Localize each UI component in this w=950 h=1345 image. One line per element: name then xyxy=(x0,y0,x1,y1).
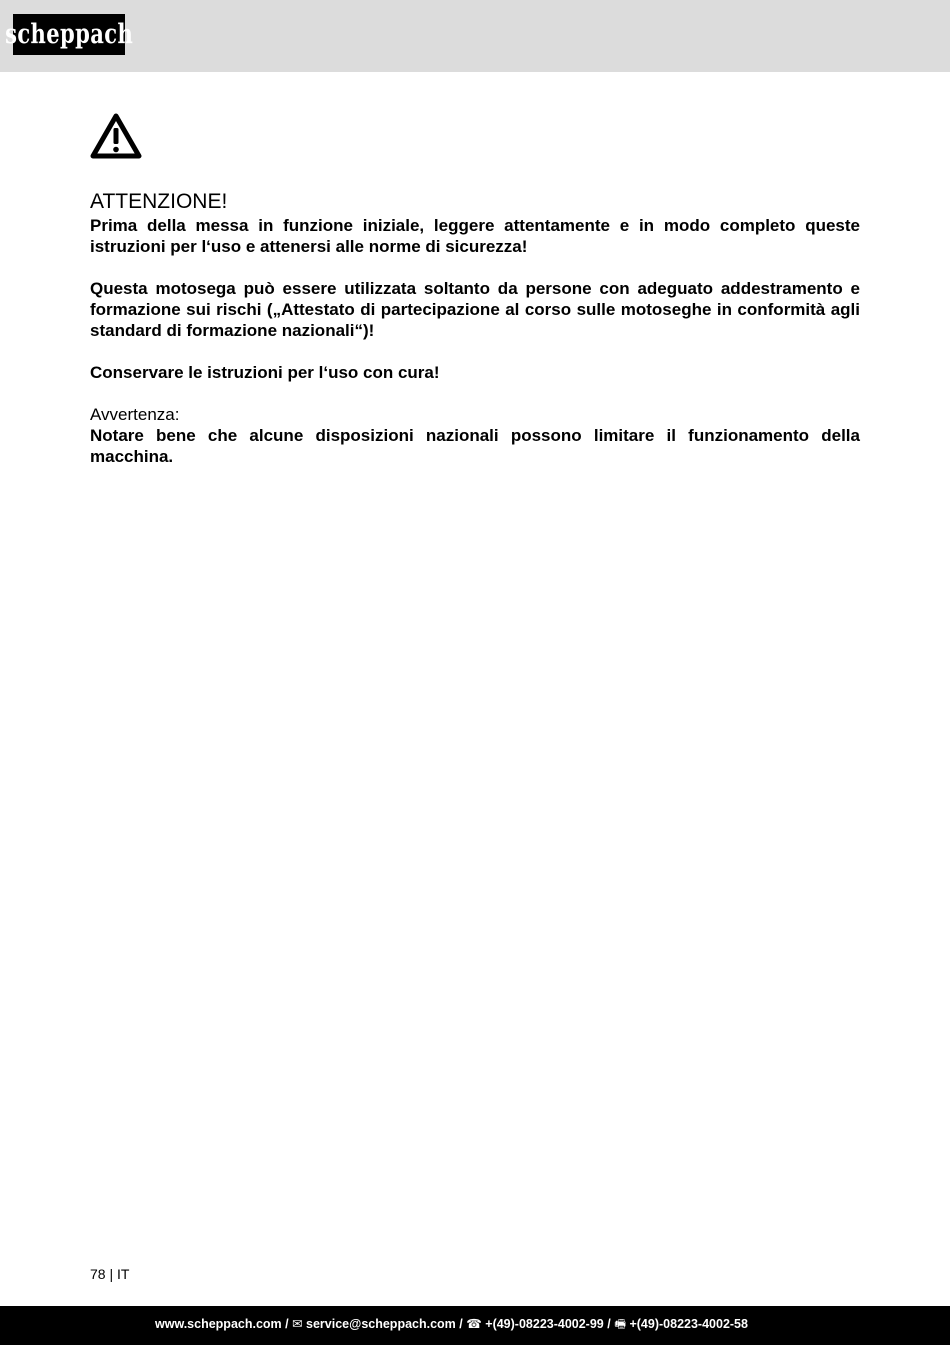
footer-contact: www.scheppach.com / ✉ service@scheppach.com / ☎ +(49)-08223-4002-99 / 🖷 +(49)-08223-4002-58 xyxy=(155,1317,748,1331)
footer-website-link[interactable]: www.scheppach.com xyxy=(155,1317,282,1331)
page-title: ATTENZIONE! xyxy=(90,190,228,213)
note-label: Avvertenza: xyxy=(90,405,180,424)
mail-icon: ✉ xyxy=(292,1317,307,1331)
footer-bar xyxy=(0,1306,950,1345)
phone-icon: ☎ xyxy=(466,1317,486,1331)
logo-text: scheppach xyxy=(4,19,134,50)
qualification-paragraph: Questa motosega può essere utilizzata soltanto da persone con adeguato addestramento e formazione sui rischi („Attestato di partecipazione al corso sulle motoseghe in conformità agli standard di formazione nazionali“)! xyxy=(90,279,860,340)
header-band xyxy=(0,0,950,72)
intro-paragraph: Prima della messa in funzione iniziale, leggere attentamente e in modo completo queste istruzioni per l‘uso e attenersi alle norme di sicurezza! xyxy=(90,216,860,256)
brand-logo xyxy=(4,14,134,55)
page-language: IT xyxy=(117,1266,130,1282)
footer-fax: +(49)-08223-4002-58 xyxy=(629,1317,748,1331)
main-content xyxy=(90,189,860,467)
warning-triangle-icon xyxy=(89,111,143,161)
page-number: 78 xyxy=(90,1266,106,1282)
keep-instructions-paragraph: Conservare le istruzioni per l‘uso con cura! xyxy=(90,363,440,382)
note-paragraph: Notare bene che alcune disposizioni nazionali possono limitare il funzionamento della macchina. xyxy=(90,426,860,466)
page-separator: | xyxy=(109,1266,114,1282)
footer-email-link[interactable]: service@scheppach.com xyxy=(306,1317,456,1331)
fax-icon: 🖷 xyxy=(614,1317,630,1331)
footer-phone: +(49)-08223-4002-99 xyxy=(485,1317,604,1331)
page-indicator xyxy=(90,1266,129,1282)
